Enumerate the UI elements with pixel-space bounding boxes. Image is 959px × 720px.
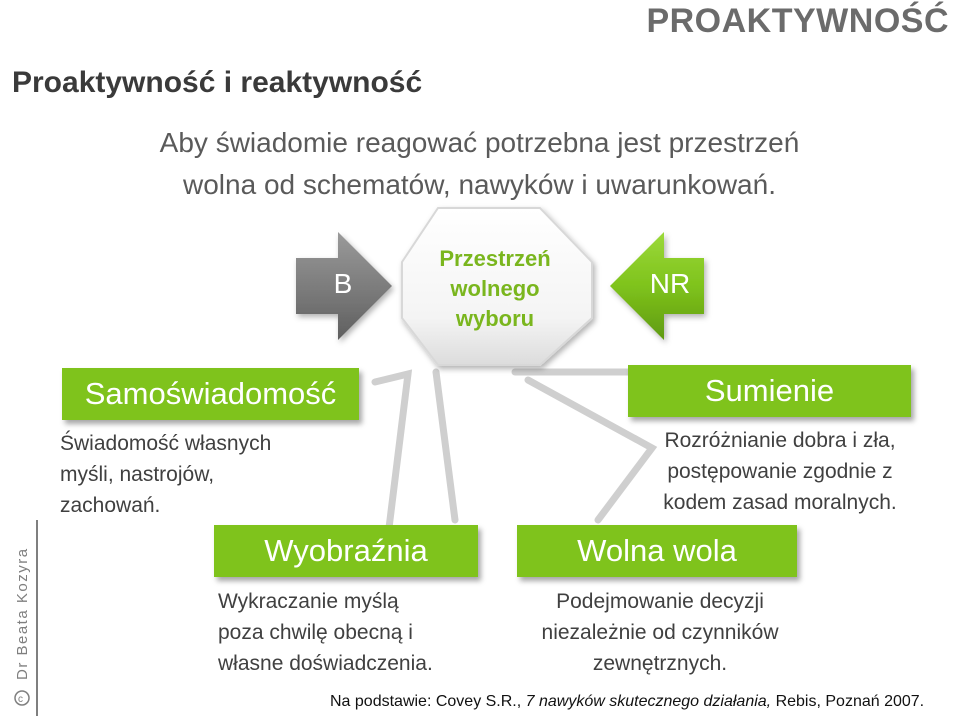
citation-prefix: Na podstawie: Covey S.R., — [330, 693, 526, 710]
wolna-wola-line-2: niezależnie od czynników — [541, 621, 779, 644]
node-samoswiadomosc-title: Samoświadomość — [62, 368, 359, 420]
arrow-b-label: B — [333, 268, 353, 299]
samoswiadomosc-line-2: myśli, nastrojów, — [60, 463, 215, 486]
connector-samoswiadomosc — [375, 374, 408, 536]
node-wyobraznia-title: Wyobraźnia — [214, 525, 478, 577]
node-samoswiadomosc-desc — [60, 428, 360, 521]
wolna-wola-line-3: zewnętrznych. — [592, 652, 728, 675]
node-sumienie-title: Sumienie — [628, 365, 911, 417]
sidebar-author: Dr Beata Kozyra — [14, 547, 31, 680]
node-wyobraznia-desc — [218, 586, 498, 679]
center-line-3: wyboru — [455, 306, 535, 331]
intro-line-1: Aby świadomie reagować potrzebna jest przestrzeń — [159, 127, 800, 158]
connector-wyobraznia — [436, 372, 455, 520]
wyobraznia-line-2: poza chwilę obecną i — [218, 621, 413, 644]
citation-book: 7 nawyków skutecznego działania, — [525, 693, 772, 710]
author-sidebar — [5, 520, 45, 720]
samoswiadomosc-line-3: zachowań. — [60, 494, 161, 517]
center-line-2: wolnego — [450, 276, 540, 301]
center-label — [410, 244, 580, 334]
copyright-glyph: c — [18, 694, 23, 705]
wyobraznia-line-3: własne doświadczenia. — [218, 652, 433, 675]
sumienie-line-1: Rozróżnianie dobra i zła, — [664, 429, 896, 452]
arrow-nr-label: NR — [649, 268, 691, 299]
citation-suffix: Rebis, Poznań 2007. — [771, 693, 925, 710]
center-line-1: Przestrzeń — [439, 246, 551, 271]
slide-title: Proaktywność i reaktywność — [12, 66, 423, 99]
sumienie-line-2: postępowanie zgodnie z — [667, 460, 893, 483]
header-title: PROAKTYWNOŚĆ — [646, 2, 949, 40]
intro-line-2: wolna od schematów, nawyków i uwarunkowań. — [183, 169, 776, 200]
connector-lines — [375, 372, 652, 536]
wolna-wola-line-1: Podejmowanie decyzji — [556, 590, 764, 613]
citation — [330, 693, 924, 711]
wyobraznia-line-1: Wykraczanie myślą — [218, 590, 399, 613]
sumienie-line-3: kodem zasad moralnych. — [663, 491, 897, 514]
node-sumienie-desc — [630, 425, 930, 518]
samoswiadomosc-line-1: Świadomość własnych — [60, 432, 272, 455]
node-wolna-wola-desc — [520, 586, 800, 679]
node-wolna-wola-title: Wolna wola — [517, 525, 797, 577]
